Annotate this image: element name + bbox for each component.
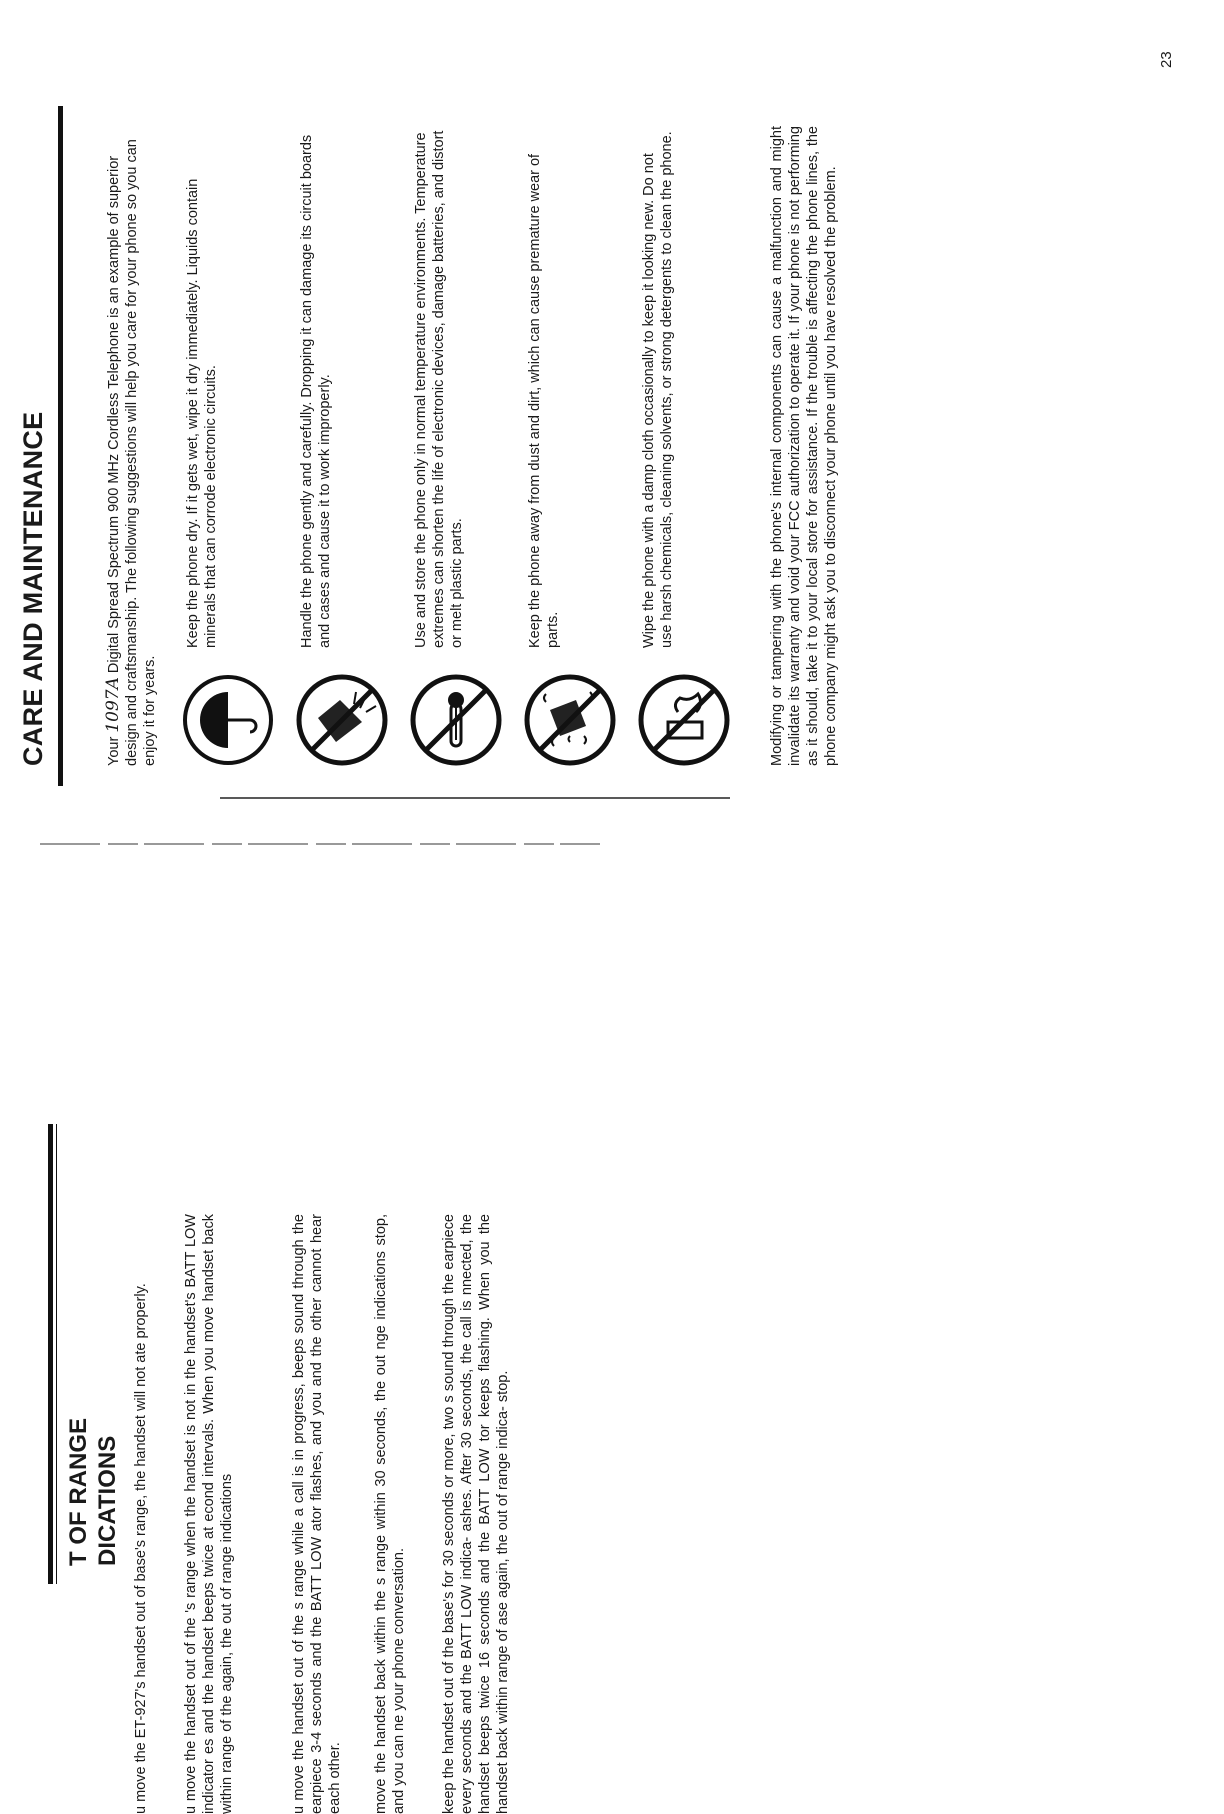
care-tip — [182, 106, 292, 766]
left-page-title — [64, 1146, 122, 1566]
tip-text: Keep the phone away from dust and dirt, which can cause premature wear of parts. — [527, 153, 561, 648]
care-tip — [410, 106, 520, 766]
thermometer-icon — [410, 674, 502, 766]
title-underline — [58, 346, 59, 766]
tip-text: Handle the phone gently and carefully. Dropping it can damage its circuit boards and cases and cause it to work improperly. — [299, 134, 333, 648]
left-paragraph: u move the handset out of the 's range when the handset is not in the handset's BATT LOW indicator es and the handset beeps twice at econd intervals. When you move handset back within range of the again, the out of range indications — [183, 1214, 235, 1814]
no-dust-icon — [524, 674, 616, 766]
tip-text: Wipe the phone with a damp cloth occasionally to keep it looking new. Do not use harsh chemicals, cleaning solvents, or strong detergents to clean the phone. — [641, 131, 675, 648]
no-chemicals-icon — [638, 674, 730, 766]
left-paragraph: u move the ET-927's handset out of base's range, the handset will not ate properly. — [133, 1283, 149, 1814]
care-tip — [524, 106, 634, 766]
left-paragraph: keep the handset out of the base's for 30 seconds or more, two s sound through the earpiece every seconds and the BATT LOW indica- ashes. After 30 seconds, the call is nnected, the handset beeps twice 16 seconds and the BATT LOW tor keeps flashing. When you the handset back within range of ase again, the out of range indica- stop. — [441, 1214, 511, 1814]
left-paragraph: move the handset back within the s range within 30 seconds, the out nge indications stop, and you can ne your phone conversation. — [373, 1214, 407, 1814]
handwritten-model-number: 1097A — [103, 677, 123, 733]
left-title-rule — [48, 1124, 57, 1584]
intro-prefix: Your — [106, 736, 122, 766]
page-number: 23 — [1158, 51, 1175, 68]
tip-text: Use and store the phone only in normal temperature environments. Temperature extremes can shorten the life of electronic devices, damage batteries, and distort or melt plastic parts. — [413, 130, 465, 648]
warranty-paragraph: Modifying or tampering with the phone's internal components can cause a malfunction and might invalidate its warranty and void your FCC authorization to operate it. If your phone is not performing as it should, take it to your local store for assistance. If the trouble is affecting the phone lines, the phone company might ask you to disconnect your phone until you have resolved the problem. — [769, 126, 839, 766]
fold-svg — [640, 863, 641, 864]
left-title-line-2: DICATIONS — [94, 1435, 121, 1566]
page-title: CARE AND MAINTENANCE — [18, 411, 48, 766]
care-tip — [296, 106, 406, 766]
no-dropping-icon — [296, 674, 388, 766]
umbrella-icon — [182, 674, 274, 766]
intro-paragraph — [104, 118, 159, 766]
intro-text: Digital Spread Spectrum 900 MHz Cordless Telephone is an example of superior design and craftsmanship. The following suggestions will help you care for your phone so you can enjoy it for years. — [106, 139, 158, 766]
left-title-line-1: T OF RANGE — [65, 1418, 92, 1566]
care-tip — [638, 106, 748, 766]
tip-text: Keep the phone dry. If it gets wet, wipe it dry immediately. Liquids contain minerals that can corrode electronic circuits. — [185, 178, 219, 648]
left-paragraph: u move the handset out of the s range while a call is in progress, beeps sound through the earpiece 3-4 seconds and the BATT LOW ator flashes, and you and the other cannot hear each other. — [291, 1214, 343, 1814]
